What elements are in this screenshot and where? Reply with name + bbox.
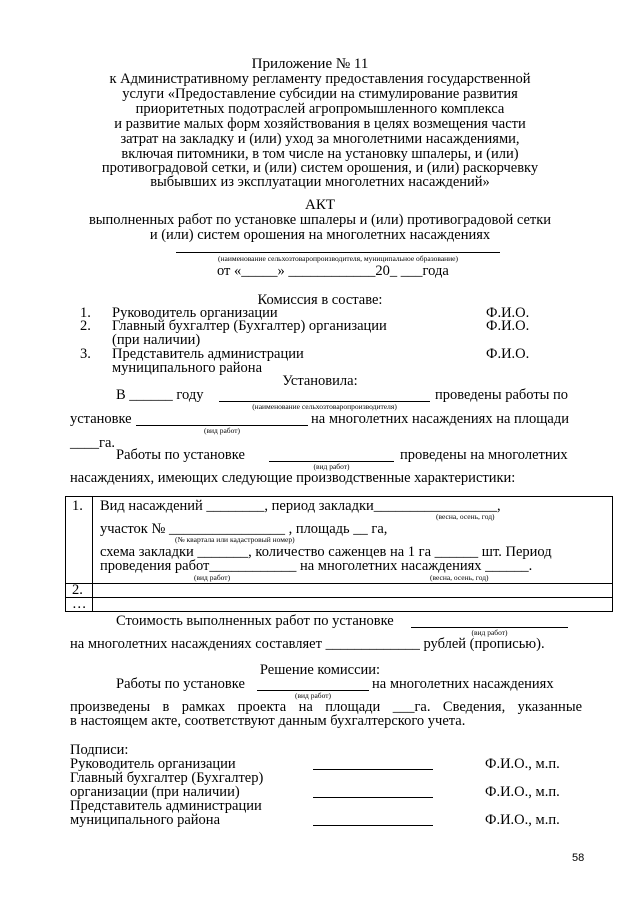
- season-hint: (весна, осень, год): [430, 573, 489, 582]
- row-number: …: [72, 596, 87, 612]
- table-text: проведения работ____________ на многолетних насаждениях ______.: [100, 558, 533, 574]
- table-text: Вид насаждений ________, период закладки_________________,: [100, 498, 501, 514]
- table-text: участок № ________________ , площадь __ га,: [100, 521, 388, 537]
- appendix-line: услуги «Предоставление субсидии на стимулирование развития: [122, 86, 518, 102]
- member-fio: Ф.И.О.: [486, 346, 530, 362]
- appendix-line: и развитие малых форм хозяйствования в целях возмещения части: [114, 116, 526, 132]
- appendix-title: Приложение № 11: [251, 56, 369, 72]
- signatory-role-cont: муниципального района: [70, 812, 220, 828]
- established-text: на многолетних насаждениях на площади: [311, 411, 569, 427]
- signature-line: [313, 769, 433, 770]
- producer-hint: (наименование сельхозтоваропроизводителя): [252, 402, 397, 411]
- established-text: В ______ году: [116, 387, 204, 403]
- member-number: 1.: [80, 305, 91, 321]
- member-fio: Ф.И.О.: [486, 305, 530, 321]
- member-role-cont: муниципального района: [112, 360, 262, 376]
- established-text: насаждениях, имеющих следующие производственные характеристики:: [70, 470, 516, 486]
- table-text: схема закладки _______, количество саженцев на 1 га ______ шт. Период: [100, 544, 552, 560]
- member-role: Представитель администрации: [112, 346, 304, 362]
- appendix-line: выбывших из эксплуатации многолетних насаждений»: [150, 174, 490, 190]
- work-type-hint: (вид работ): [203, 426, 241, 435]
- established-text: проведены на многолетних: [400, 447, 568, 463]
- signatory-fio: Ф.И.О., м.п.: [485, 784, 560, 800]
- decision-text: Работы по установке: [116, 676, 245, 692]
- season-hint: (весна, осень, год): [436, 512, 495, 521]
- cost-text: на многолетних насаждениях составляет _____________ рублей (прописью).: [70, 636, 545, 652]
- signatory-fio: Ф.И.О., м.п.: [485, 756, 560, 772]
- work-type-hint: (вид работ): [294, 691, 332, 700]
- cost-text: Стоимость выполненных работ по установке: [116, 613, 394, 629]
- act-date: от «_____» ____________20_ ___года: [217, 263, 449, 279]
- row-number: 2.: [72, 582, 83, 598]
- work-type-hint: (вид работ): [194, 573, 231, 582]
- established-text: проведены работы по: [435, 387, 569, 403]
- act-subtitle: и (или) систем орошения на многолетних насаждениях: [149, 227, 491, 243]
- signature-line: [313, 797, 433, 798]
- plot-hint: (№ квартала или кадастровый номер): [175, 535, 295, 544]
- producer-hint: (наименование сельхозтоваропроизводителя, муниципальное образование): [218, 254, 458, 263]
- established-text: установке: [70, 411, 132, 427]
- member-role: Главный бухгалтер (Бухгалтер) организации: [112, 318, 387, 334]
- appendix-line: приоритетных подотраслей агропромышленного комплекса: [135, 101, 505, 117]
- appendix-line: к Административному регламенту предоставления государственной: [109, 71, 531, 87]
- member-role-cont: (при наличии): [112, 332, 201, 348]
- signatory-role-cont: организации (при наличии): [70, 784, 240, 800]
- work-type-hint: (вид работ): [313, 462, 350, 471]
- signatory-fio: Ф.И.О., м.п.: [485, 812, 560, 828]
- member-fio: Ф.И.О.: [486, 318, 530, 334]
- member-number: 3.: [80, 346, 91, 362]
- member-role: Руководитель организации: [112, 305, 278, 321]
- member-number: 2.: [80, 318, 91, 334]
- act-title: АКТ: [305, 197, 335, 213]
- appendix-line: противоградовой сетки, и (или) систем орошения, и (или) раскорчевку: [101, 160, 539, 176]
- signatures-heading: Подписи:: [70, 742, 129, 758]
- decision-text: произведены в рамках проекта на площади ___га. Сведения, указанные: [70, 699, 582, 715]
- producer-underline: [176, 252, 500, 253]
- signature-line: [313, 825, 433, 826]
- commission-heading: Комиссия в составе:: [257, 292, 383, 308]
- signatory-role: Главный бухгалтер (Бухгалтер): [70, 770, 264, 786]
- page-number: 58: [572, 852, 585, 864]
- decision-text: в настоящем акте, соответствуют данным бухгалтерского учета.: [70, 713, 466, 729]
- established-text: Работы по установке: [116, 447, 245, 463]
- work-type-hint: (вид работ): [471, 628, 508, 637]
- decision-heading: Решение комиссии:: [259, 662, 381, 678]
- appendix-line: затрат на закладку и (или) уход за многолетними насаждениями,: [120, 131, 520, 147]
- row-number: 1.: [72, 498, 83, 514]
- signatory-role: Руководитель организации: [70, 756, 236, 772]
- established-heading: Установила:: [282, 373, 358, 389]
- established-text: ____га.: [70, 435, 116, 451]
- act-subtitle: выполненных работ по установке шпалеры и (или) противоградовой сетки: [88, 212, 552, 228]
- appendix-line: включая питомники, в том числе на установку шпалеры, и (или): [121, 146, 519, 162]
- decision-text: на многолетних насаждениях: [372, 676, 554, 692]
- signatory-role: Представитель администрации: [70, 798, 262, 814]
